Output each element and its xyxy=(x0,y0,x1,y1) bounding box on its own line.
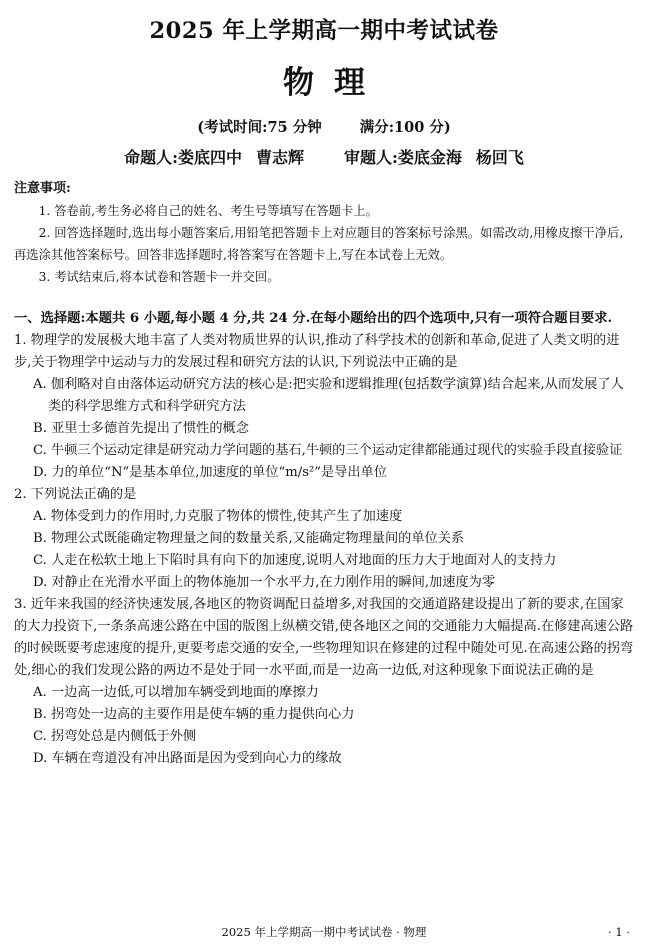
option-c: C. 拐弯处总是内侧低于外侧 xyxy=(33,729,197,744)
full-score: 满分:100 分) xyxy=(359,119,451,136)
section-heading: 一、选择题:本题共 6 小题,每小题 4 分,共 24 分.在每小题给出的四个选项中,只有一项符合题目要求. xyxy=(14,311,613,326)
page-number: · 1 · xyxy=(608,925,630,939)
reviewer-label: 审题人:娄底金海 xyxy=(344,148,462,167)
exam-title: 2025 年上学期高一期中考试试卷 xyxy=(149,18,499,44)
proposer-name: 曹志辉 xyxy=(255,148,304,167)
question-stem: 1. 物理学的发展极大地丰富了人类对物质世界的认识,推动了科学技术的创新和革命,促进了人类文明的进步,关于物理学中运动与力的发展过程和研究方法的认识,下列说法中正确的是 xyxy=(14,333,620,370)
option-b: B. 亚里士多德首先提出了惯性的概念 xyxy=(33,421,249,436)
question-3 xyxy=(14,594,634,770)
authors-line xyxy=(14,146,634,170)
page-footer xyxy=(0,922,648,942)
notice-block xyxy=(14,178,634,288)
reviewer-name: 杨回飞 xyxy=(475,148,524,167)
question-stem: 3. 近年来我国的经济快速发展,各地区的物资调配日益增多,对我国的交通道路建设提出了新的要求,在国家的大力投资下,一条条高速公路在中国的版图上纵横交错,使各地区之间的交通能力大幅提高.在修建高速公路的时候既要考虑速度的提升,更要考虑交通的安全,一些物理知识在修建的过程中随处可见.在高速公路的拐弯处,细心的我们发现公路的两边不是处于同一水平面,而是一边高一边低,对这种现象下面说法正确的是 xyxy=(14,597,634,678)
question-stem: 2. 下列说法正确的是 xyxy=(14,487,137,502)
question-1 xyxy=(14,330,634,484)
notice-item: 3. 考试结束后,将本试卷和答题卡一并交回。 xyxy=(38,270,280,284)
option-c: C. 人走在松软土地上下陷时具有向下的加速度,说明人对地面的压力大于地面对人的支持力 xyxy=(33,553,557,568)
option-a: A. 一边高一边低,可以增加车辆受到地面的摩擦力 xyxy=(33,685,319,700)
option-b: B. 物理公式既能确定物理量之间的数量关系,又能确定物理量间的单位关系 xyxy=(33,531,465,546)
footer-title: 2025 年上学期高一期中考试试卷 · 物理 xyxy=(221,925,427,939)
notice-item: 1. 答卷前,考生务必将自己的姓名、考生号等填写在答题卡上。 xyxy=(38,204,378,218)
option-d: D. 车辆在弯道没有冲出路面是因为受到向心力的缘故 xyxy=(33,751,342,766)
exam-time: (考试时间:75 分钟 xyxy=(197,119,322,136)
option-a: A. 伽利略对自由落体运动研究方法的核心是:把实验和逻辑推理(包括数学演算)结合起来,从而发展了人类的科学思维方式和科学研究方法 xyxy=(33,377,624,414)
notice-item: 2. 回答选择题时,选出每小题答案后,用铅笔把答题卡上对应题目的答案标号涂黑。如需改动,用橡皮擦干净后,再选涂其他答案标号。回答非选择题时,将答案写在答题卡上,写在本试卷上无效。 xyxy=(14,226,624,262)
option-d: D. 力的单位“N”是基本单位,加速度的单位“m/s²”是导出单位 xyxy=(33,465,387,480)
notice-title: 注意事项: xyxy=(14,181,71,196)
exam-info xyxy=(14,117,634,139)
option-d: D. 对静止在光滑水平面上的物体施加一个水平力,在力刚作用的瞬间,加速度为零 xyxy=(33,575,496,590)
question-2 xyxy=(14,484,634,594)
option-b: B. 拐弯处一边高的主要作用是使车辆的重力提供向心力 xyxy=(33,707,355,722)
proposer-label: 命题人:娄底四中 xyxy=(124,148,242,167)
subject-title: 物理 xyxy=(283,65,385,101)
option-c: C. 牛顿三个运动定律是研究动力学问题的基石,牛顿的三个运动定律都能通过现代的实验手段直接验证 xyxy=(33,443,623,458)
option-a: A. 物体受到力的作用时,力克服了物体的惯性,使其产生了加速度 xyxy=(33,509,403,524)
